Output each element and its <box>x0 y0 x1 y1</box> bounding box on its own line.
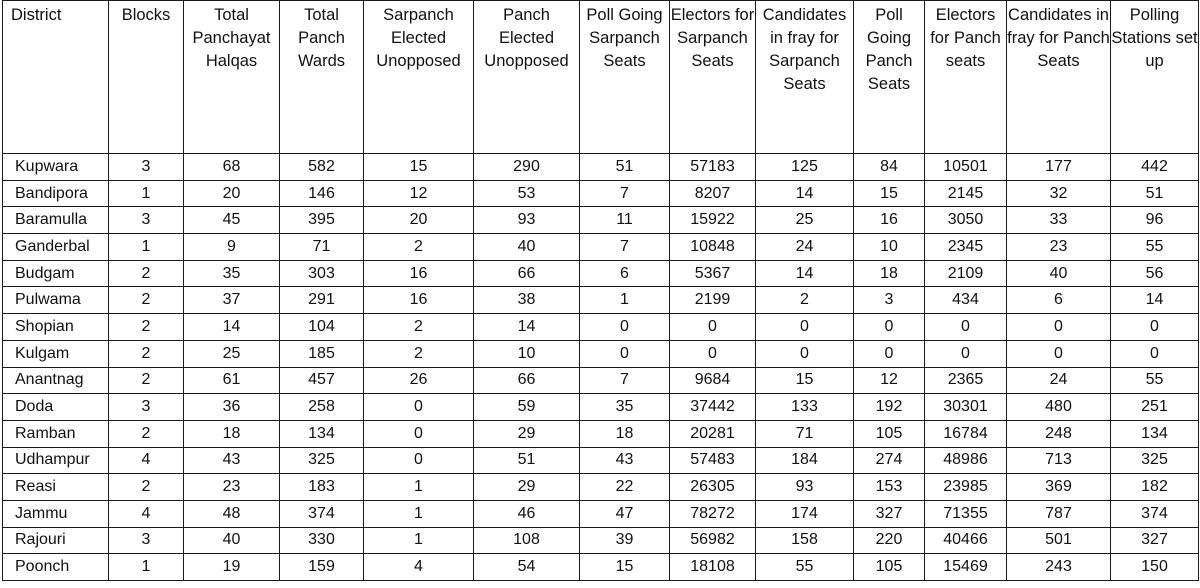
election-statistics-table <box>2 0 1199 581</box>
value-cell: 0 <box>1111 314 1199 341</box>
value-cell: 2 <box>756 287 854 314</box>
value-cell: 6 <box>1007 287 1111 314</box>
value-cell: 0 <box>1007 340 1111 367</box>
value-cell: 57483 <box>670 447 756 474</box>
value-cell: 78272 <box>670 500 756 527</box>
value-cell: 0 <box>1111 340 1199 367</box>
value-cell: 15 <box>580 554 670 581</box>
value-cell: 3 <box>109 207 184 234</box>
column-header: Candidates in fray for Panch Seats <box>1007 1 1111 154</box>
value-cell: 30301 <box>925 394 1007 421</box>
table-row <box>3 207 1199 234</box>
value-cell: 10 <box>474 340 580 367</box>
value-cell: 37 <box>184 287 280 314</box>
value-cell: 9 <box>184 234 280 261</box>
value-cell: 3 <box>109 154 184 181</box>
column-header: Poll Going Sarpanch Seats <box>580 1 670 154</box>
district-cell: Reasi <box>3 474 109 501</box>
value-cell: 18 <box>184 420 280 447</box>
value-cell: 1 <box>109 554 184 581</box>
value-cell: 35 <box>580 394 670 421</box>
value-cell: 1 <box>364 500 474 527</box>
value-cell: 3 <box>109 394 184 421</box>
table-row <box>3 394 1199 421</box>
value-cell: 26305 <box>670 474 756 501</box>
table-row <box>3 447 1199 474</box>
value-cell: 0 <box>364 420 474 447</box>
value-cell: 24 <box>756 234 854 261</box>
value-cell: 20 <box>184 180 280 207</box>
value-cell: 185 <box>280 340 364 367</box>
value-cell: 8207 <box>670 180 756 207</box>
value-cell: 0 <box>925 314 1007 341</box>
value-cell: 29 <box>474 474 580 501</box>
value-cell: 0 <box>756 314 854 341</box>
column-header: Candidates in fray for Sarpanch Seats <box>756 1 854 154</box>
value-cell: 1 <box>109 234 184 261</box>
value-cell: 38 <box>474 287 580 314</box>
district-cell: Anantnag <box>3 367 109 394</box>
column-header: District <box>3 1 109 154</box>
value-cell: 442 <box>1111 154 1199 181</box>
value-cell: 15922 <box>670 207 756 234</box>
value-cell: 248 <box>1007 420 1111 447</box>
value-cell: 40 <box>1007 260 1111 287</box>
value-cell: 183 <box>280 474 364 501</box>
table-body <box>3 154 1199 581</box>
value-cell: 125 <box>756 154 854 181</box>
value-cell: 68 <box>184 154 280 181</box>
value-cell: 274 <box>854 447 925 474</box>
value-cell: 5367 <box>670 260 756 287</box>
value-cell: 47 <box>580 500 670 527</box>
value-cell: 0 <box>364 394 474 421</box>
value-cell: 25 <box>756 207 854 234</box>
value-cell: 501 <box>1007 527 1111 554</box>
value-cell: 59 <box>474 394 580 421</box>
value-cell: 10501 <box>925 154 1007 181</box>
value-cell: 2 <box>364 234 474 261</box>
value-cell: 159 <box>280 554 364 581</box>
value-cell: 22 <box>580 474 670 501</box>
value-cell: 108 <box>474 527 580 554</box>
district-cell: Doda <box>3 394 109 421</box>
value-cell: 18108 <box>670 554 756 581</box>
value-cell: 330 <box>280 527 364 554</box>
value-cell: 23 <box>184 474 280 501</box>
value-cell: 220 <box>854 527 925 554</box>
value-cell: 56982 <box>670 527 756 554</box>
table-row <box>3 234 1199 261</box>
value-cell: 374 <box>1111 500 1199 527</box>
district-cell: Shopian <box>3 314 109 341</box>
value-cell: 182 <box>1111 474 1199 501</box>
district-cell: Ramban <box>3 420 109 447</box>
value-cell: 23985 <box>925 474 1007 501</box>
value-cell: 20 <box>364 207 474 234</box>
value-cell: 0 <box>670 314 756 341</box>
value-cell: 192 <box>854 394 925 421</box>
value-cell: 61 <box>184 367 280 394</box>
value-cell: 1 <box>364 527 474 554</box>
value-cell: 16 <box>854 207 925 234</box>
value-cell: 55 <box>756 554 854 581</box>
value-cell: 40466 <box>925 527 1007 554</box>
value-cell: 105 <box>854 420 925 447</box>
value-cell: 39 <box>580 527 670 554</box>
value-cell: 4 <box>109 447 184 474</box>
district-cell: Jammu <box>3 500 109 527</box>
value-cell: 96 <box>1111 207 1199 234</box>
value-cell: 23 <box>1007 234 1111 261</box>
value-cell: 1 <box>580 287 670 314</box>
table-row <box>3 340 1199 367</box>
value-cell: 2 <box>364 314 474 341</box>
table-row <box>3 420 1199 447</box>
column-header: Electors for Sarpanch Seats <box>670 1 756 154</box>
value-cell: 291 <box>280 287 364 314</box>
value-cell: 133 <box>756 394 854 421</box>
value-cell: 4 <box>109 500 184 527</box>
district-cell: Kupwara <box>3 154 109 181</box>
value-cell: 0 <box>670 340 756 367</box>
header-row <box>3 1 1199 154</box>
value-cell: 15 <box>854 180 925 207</box>
table-row <box>3 554 1199 581</box>
value-cell: 3 <box>109 527 184 554</box>
value-cell: 0 <box>580 340 670 367</box>
value-cell: 24 <box>1007 367 1111 394</box>
value-cell: 11 <box>580 207 670 234</box>
value-cell: 15 <box>364 154 474 181</box>
value-cell: 325 <box>280 447 364 474</box>
value-cell: 35 <box>184 260 280 287</box>
value-cell: 325 <box>1111 447 1199 474</box>
value-cell: 7 <box>580 180 670 207</box>
value-cell: 146 <box>280 180 364 207</box>
value-cell: 251 <box>1111 394 1199 421</box>
value-cell: 0 <box>854 340 925 367</box>
value-cell: 32 <box>1007 180 1111 207</box>
value-cell: 4 <box>364 554 474 581</box>
value-cell: 37442 <box>670 394 756 421</box>
value-cell: 258 <box>280 394 364 421</box>
value-cell: 51 <box>580 154 670 181</box>
value-cell: 33 <box>1007 207 1111 234</box>
value-cell: 2 <box>364 340 474 367</box>
value-cell: 150 <box>1111 554 1199 581</box>
value-cell: 71355 <box>925 500 1007 527</box>
value-cell: 71 <box>756 420 854 447</box>
value-cell: 2 <box>109 260 184 287</box>
value-cell: 153 <box>854 474 925 501</box>
value-cell: 134 <box>280 420 364 447</box>
value-cell: 12 <box>364 180 474 207</box>
value-cell: 582 <box>280 154 364 181</box>
value-cell: 1 <box>364 474 474 501</box>
value-cell: 395 <box>280 207 364 234</box>
value-cell: 2 <box>109 474 184 501</box>
value-cell: 2109 <box>925 260 1007 287</box>
value-cell: 2 <box>109 420 184 447</box>
value-cell: 14 <box>474 314 580 341</box>
column-header: Sarpanch Elected Unopposed <box>364 1 474 154</box>
value-cell: 10 <box>854 234 925 261</box>
value-cell: 0 <box>854 314 925 341</box>
value-cell: 290 <box>474 154 580 181</box>
value-cell: 48986 <box>925 447 1007 474</box>
district-cell: Ganderbal <box>3 234 109 261</box>
value-cell: 84 <box>854 154 925 181</box>
column-header: Panch Elected Unopposed <box>474 1 580 154</box>
value-cell: 14 <box>756 180 854 207</box>
value-cell: 2 <box>109 287 184 314</box>
value-cell: 16784 <box>925 420 1007 447</box>
value-cell: 56 <box>1111 260 1199 287</box>
value-cell: 16 <box>364 287 474 314</box>
value-cell: 18 <box>580 420 670 447</box>
value-cell: 93 <box>756 474 854 501</box>
value-cell: 2365 <box>925 367 1007 394</box>
district-cell: Baramulla <box>3 207 109 234</box>
value-cell: 434 <box>925 287 1007 314</box>
value-cell: 40 <box>474 234 580 261</box>
value-cell: 40 <box>184 527 280 554</box>
value-cell: 19 <box>184 554 280 581</box>
value-cell: 243 <box>1007 554 1111 581</box>
column-header: Poll Going Panch Seats <box>854 1 925 154</box>
value-cell: 25 <box>184 340 280 367</box>
value-cell: 2 <box>109 314 184 341</box>
column-header: Polling Stations set up <box>1111 1 1199 154</box>
value-cell: 9684 <box>670 367 756 394</box>
table-row <box>3 500 1199 527</box>
value-cell: 66 <box>474 367 580 394</box>
value-cell: 10848 <box>670 234 756 261</box>
value-cell: 787 <box>1007 500 1111 527</box>
value-cell: 55 <box>1111 367 1199 394</box>
value-cell: 369 <box>1007 474 1111 501</box>
district-cell: Udhampur <box>3 447 109 474</box>
column-header: Total Panchayat Halqas <box>184 1 280 154</box>
value-cell: 374 <box>280 500 364 527</box>
table-row <box>3 260 1199 287</box>
value-cell: 48 <box>184 500 280 527</box>
value-cell: 2145 <box>925 180 1007 207</box>
value-cell: 46 <box>474 500 580 527</box>
value-cell: 457 <box>280 367 364 394</box>
table-row <box>3 154 1199 181</box>
value-cell: 57183 <box>670 154 756 181</box>
district-cell: Kulgam <box>3 340 109 367</box>
value-cell: 177 <box>1007 154 1111 181</box>
value-cell: 480 <box>1007 394 1111 421</box>
value-cell: 54 <box>474 554 580 581</box>
value-cell: 327 <box>854 500 925 527</box>
value-cell: 15469 <box>925 554 1007 581</box>
value-cell: 43 <box>580 447 670 474</box>
column-header: Blocks <box>109 1 184 154</box>
value-cell: 66 <box>474 260 580 287</box>
value-cell: 3 <box>854 287 925 314</box>
value-cell: 16 <box>364 260 474 287</box>
value-cell: 104 <box>280 314 364 341</box>
table-row <box>3 287 1199 314</box>
table-row <box>3 314 1199 341</box>
value-cell: 51 <box>474 447 580 474</box>
value-cell: 93 <box>474 207 580 234</box>
table-row <box>3 527 1199 554</box>
value-cell: 14 <box>1111 287 1199 314</box>
value-cell: 15 <box>756 367 854 394</box>
value-cell: 53 <box>474 180 580 207</box>
value-cell: 6 <box>580 260 670 287</box>
value-cell: 14 <box>756 260 854 287</box>
value-cell: 51 <box>1111 180 1199 207</box>
value-cell: 20281 <box>670 420 756 447</box>
value-cell: 0 <box>925 340 1007 367</box>
value-cell: 71 <box>280 234 364 261</box>
table-row <box>3 474 1199 501</box>
value-cell: 0 <box>580 314 670 341</box>
value-cell: 55 <box>1111 234 1199 261</box>
value-cell: 713 <box>1007 447 1111 474</box>
value-cell: 0 <box>756 340 854 367</box>
district-cell: Pulwama <box>3 287 109 314</box>
district-cell: Bandipora <box>3 180 109 207</box>
value-cell: 184 <box>756 447 854 474</box>
value-cell: 327 <box>1111 527 1199 554</box>
value-cell: 7 <box>580 367 670 394</box>
value-cell: 36 <box>184 394 280 421</box>
value-cell: 12 <box>854 367 925 394</box>
value-cell: 14 <box>184 314 280 341</box>
value-cell: 3050 <box>925 207 1007 234</box>
value-cell: 43 <box>184 447 280 474</box>
value-cell: 18 <box>854 260 925 287</box>
value-cell: 134 <box>1111 420 1199 447</box>
value-cell: 158 <box>756 527 854 554</box>
value-cell: 174 <box>756 500 854 527</box>
table-row <box>3 367 1199 394</box>
value-cell: 2 <box>109 340 184 367</box>
district-cell: Rajouri <box>3 527 109 554</box>
value-cell: 26 <box>364 367 474 394</box>
value-cell: 1 <box>109 180 184 207</box>
value-cell: 2199 <box>670 287 756 314</box>
district-cell: Poonch <box>3 554 109 581</box>
value-cell: 105 <box>854 554 925 581</box>
value-cell: 2345 <box>925 234 1007 261</box>
value-cell: 45 <box>184 207 280 234</box>
value-cell: 2 <box>109 367 184 394</box>
value-cell: 0 <box>1007 314 1111 341</box>
value-cell: 0 <box>364 447 474 474</box>
value-cell: 303 <box>280 260 364 287</box>
column-header: Total Panch Wards <box>280 1 364 154</box>
value-cell: 7 <box>580 234 670 261</box>
table-row <box>3 180 1199 207</box>
column-header: Electors for Panch seats <box>925 1 1007 154</box>
district-cell: Budgam <box>3 260 109 287</box>
value-cell: 29 <box>474 420 580 447</box>
